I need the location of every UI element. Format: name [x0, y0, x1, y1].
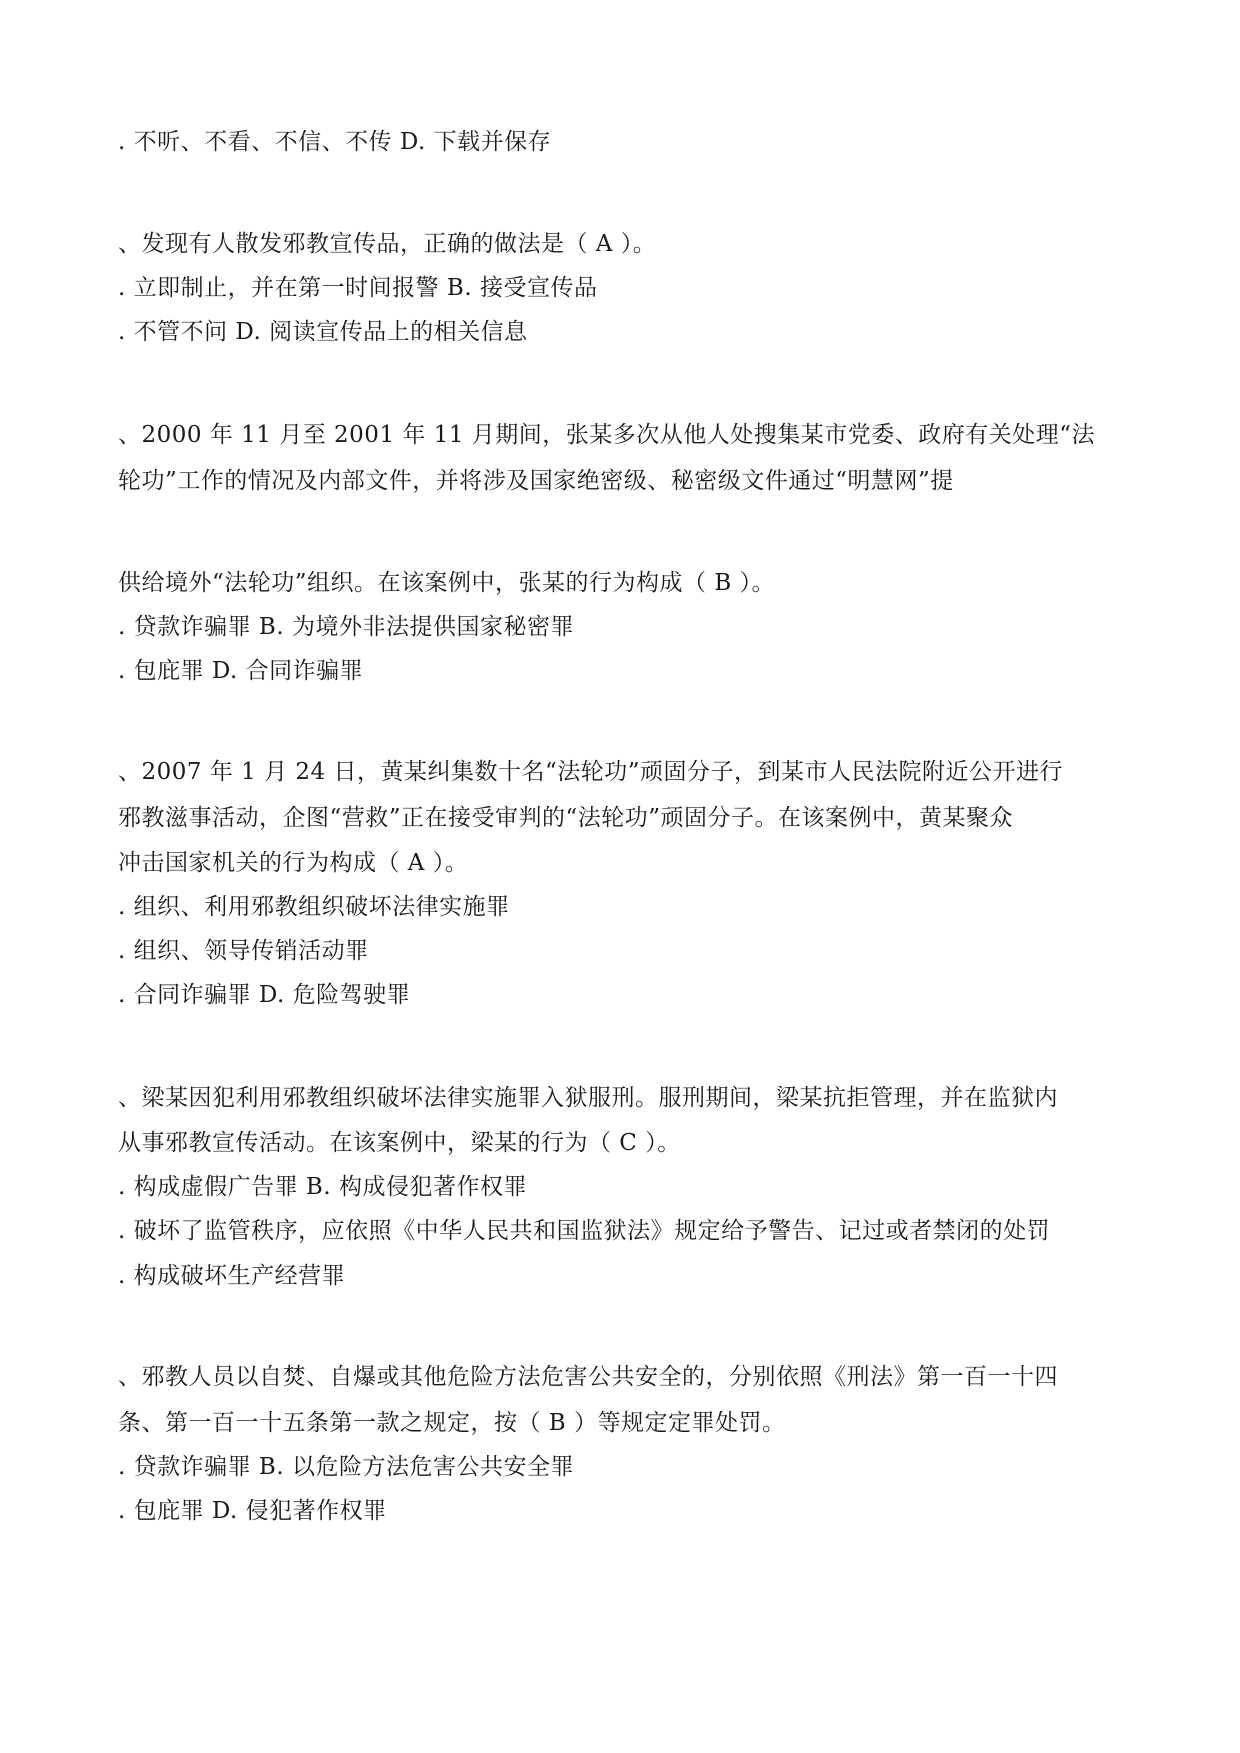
option-line: . 包庇罪 D. 侵犯著作权罪 [118, 1498, 387, 1524]
option-line: . 组织、利用邪教组织破坏法律实施罪 [118, 894, 510, 920]
question-line: 冲击国家机关的行为构成（ A ）。 [118, 850, 469, 876]
question-line: 、2000 年 11 月至 2001 年 11 月期间，张某多次从他人处搜集某市党委、政府有关处理“法 [118, 422, 1096, 448]
question-line: 轮功”工作的情况及内部文件，并将涉及国家绝密级、秘密级文件通过“明慧网”提 [118, 468, 954, 494]
question-line: 、邪教人员以自焚、自爆或其他危险方法危害公共安全的，分别依照《刑法》第一百一十四 [118, 1364, 1058, 1390]
question-line: 从事邪教宣传活动。在该案例中，梁某的行为（ C ）。 [118, 1130, 681, 1156]
option-line: . 贷款诈骗罪 B. 为境外非法提供国家秘密罪 [118, 614, 574, 640]
question-line: 、梁某因犯利用邪教组织破坏法律实施罪入狱服刑。服刑期间，梁某抗拒管理，并在监狱内 [118, 1085, 1058, 1111]
option-line: . 合同诈骗罪 D. 危险驾驶罪 [118, 982, 411, 1008]
question-line: 邪教滋事活动，企图“营救”正在接受审判的“法轮功”顽固分子。在该案例中，黄某聚众 [118, 805, 1014, 831]
option-line: . 构成破坏生产经营罪 [118, 1263, 346, 1289]
question-line: 、2007 年 1 月 24 日，黄某纠集数十名“法轮功”顽固分子，到某市人民法院附近公开进行 [118, 759, 1064, 785]
option-line: . 不听、不看、不信、不传 D. 下载并保存 [118, 129, 552, 155]
option-line: . 构成虚假广告罪 B. 构成侵犯著作权罪 [118, 1174, 527, 1200]
option-line: . 贷款诈骗罪 B. 以危险方法危害公共安全罪 [118, 1454, 574, 1480]
option-line: . 组织、领导传销活动罪 [118, 938, 369, 964]
option-line: . 破坏了监管秩序，应依照《中华人民共和国监狱法》规定给予警告、记过或者禁闭的处罚 [118, 1218, 1051, 1244]
question-line: 、发现有人散发邪教宣传品，正确的做法是（ A ）。 [118, 231, 657, 257]
question-line: 条、第一百一十五条第一款之规定，按（ B ）等规定定罪处罚。 [118, 1410, 786, 1436]
option-line: . 立即制止，并在第一时间报警 B. 接受宣传品 [118, 275, 598, 301]
question-line: 供给境外“法轮功”组织。在该案例中，张某的行为构成（ B ）。 [118, 570, 776, 596]
option-line: . 不管不问 D. 阅读宣传品上的相关信息 [118, 319, 528, 345]
option-line: . 包庇罪 D. 合同诈骗罪 [118, 658, 364, 684]
